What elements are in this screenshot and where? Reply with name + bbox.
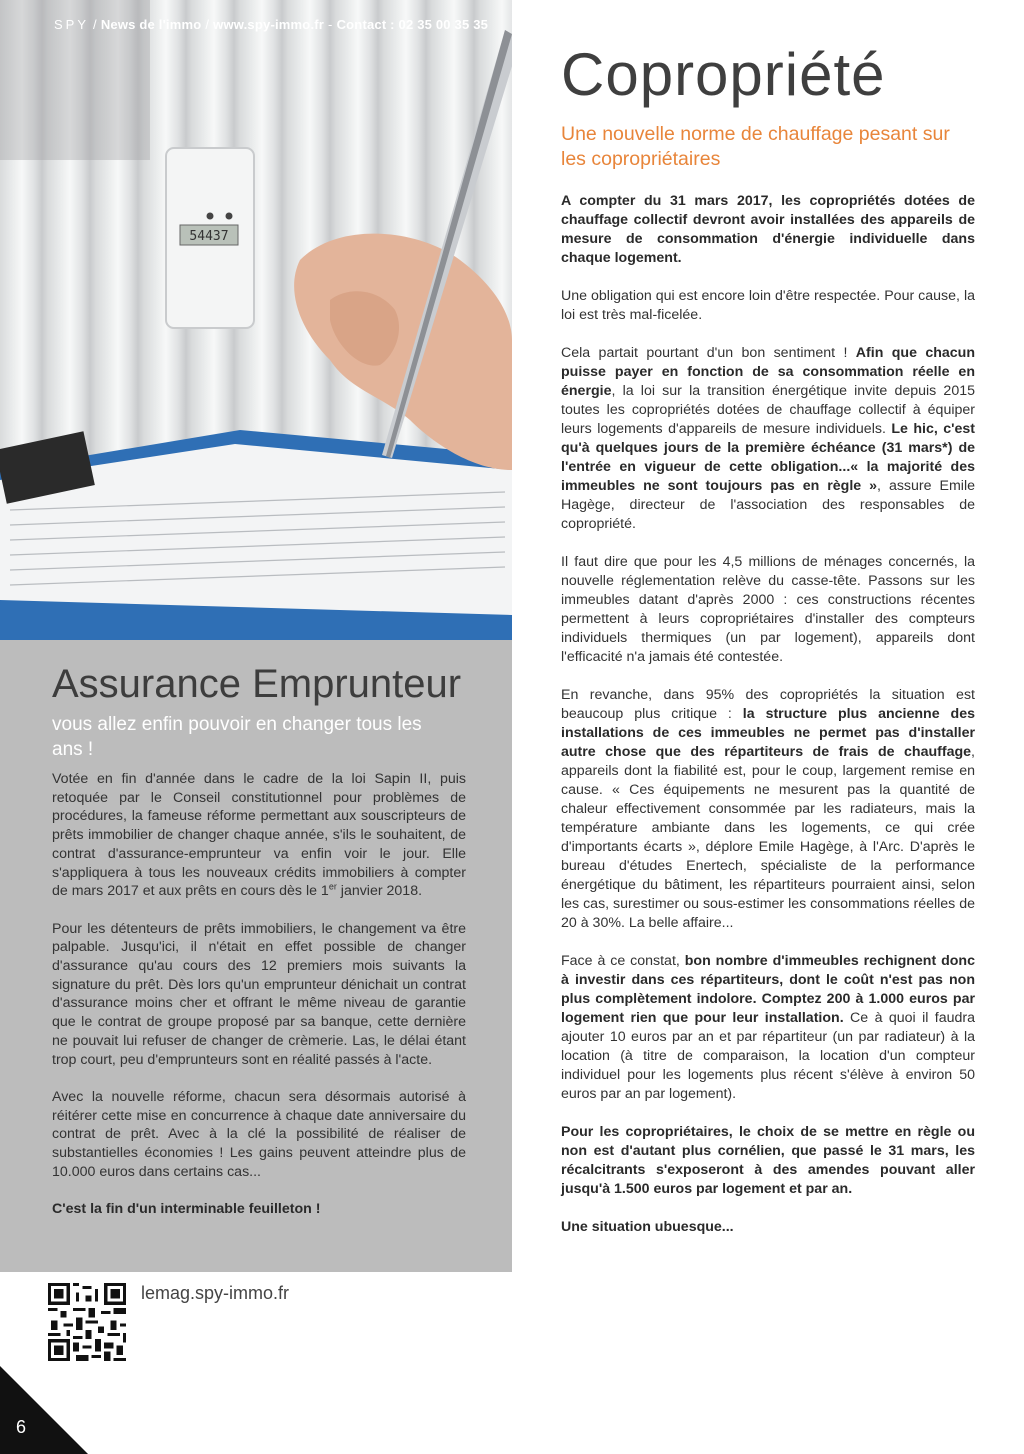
assurance-p1-end: janvier 2018. — [336, 883, 423, 900]
page-corner — [0, 1366, 88, 1454]
copro-text: Cela partait pourtant d'un bon sentiment ! — [561, 345, 856, 361]
assurance-p1-sup: er — [328, 881, 337, 892]
copro-bold-text: bon nombre d'immeubles rechignent donc à investir dans ces répartiteurs, dont le coût n'est pas non plus complètement indolore. Comptez 200 à 1.000 euros par logement rien que pour leur installation. — [561, 953, 975, 1026]
hand — [294, 234, 512, 470]
photo-illustration — [0, 0, 512, 640]
assurance-conclusion — [52, 1200, 466, 1219]
copro-body — [561, 192, 975, 1256]
assurance-paragraph: Pour les détenteurs de prêts immobiliers, le changement va être palpable. Jusqu'ici, il n'était en effet possible de changer d'assurance qu'au cours des 12 premiers mois suivants la signature du prêt. Dès lors qu'un emprunteur dénichait un contrat d'assurance moins cher et offrant le même niveau de garantie que le contrat de groupe proposé par sa banque, cette dernière ne pouvait lui refuser de changer de crèmerie. Las, le délai étant trop court, peu d'emprunteurs sont en réalité passés à l'acte. — [52, 920, 466, 1068]
copro-title: Copropriété — [561, 41, 886, 108]
qr-code-icon[interactable] — [48, 1283, 126, 1361]
copro-paragraph: Il faut dire que pour les 4,5 millions de ménages concernés, la nouvelle réglementation relève du casse-tête. Passons sur les immeubles datant d'après 2000 : ces constructions récentes permettent à leurs copropriétaires d'installer des compteurs individuels thermiques (un par logement), appareils dont l'efficacité n'a jamais été contestée. — [561, 554, 975, 665]
header-line: SPY / News de l'immo / www.spy-immo.fr - Contact : 02 35 00 35 35 — [54, 17, 489, 32]
copro-conclusion — [561, 1218, 975, 1237]
copro-paragraph — [561, 952, 975, 1104]
copro-conclusion-text: Une situation ubuesque... — [561, 1219, 734, 1235]
hero-photo — [0, 0, 512, 640]
copro-text: , appareils dont la fiabilité est, pour le coup, largement remise en cause. « Ces équipements ne mesurent pas la quantité de chaleur effectivement consommée par les radiateurs, mais la température ambiante dans les logements, ce qui crée d'importants écarts », déplore Emile Hagège, à l'Arc. D'après le bureau d'études Enertech, spécialiste de la performance énergétique du bâtiment, les répartiteurs pourraient ainsi, selon les cas, surestimer ou sous-estimer les consommations réelles de 20 à 30%. La belle affaire... — [561, 744, 975, 931]
assurance-paragraph: Avec la nouvelle réforme, chacun sera désormais autorisé à réitérer cette mise en concurrence à chaque date anniversaire du contrat de prêt. Avec à la clé la possibilité de réaliser de substantielles économies ! Les gains peuvent atteindre plus de 10.000 euros dans certains cas... — [52, 1088, 466, 1180]
copro-subtitle: Une nouvelle norme de chauffage pesant sur les copropriétaires — [561, 123, 950, 170]
copro-paragraph — [561, 1123, 975, 1199]
meter-display: 54437 — [189, 229, 229, 244]
brand-logo: SPY — [54, 17, 90, 32]
copro-bold-text: Le hic, c'est qu'à quelques jours de la première échéance (31 mars*) de l'entrée en vigueur de cette obligation...« la majorité des immeubles ne sont toujours pas en règle » — [561, 421, 976, 494]
page-number: 6 — [16, 1417, 27, 1437]
copro-paragraph — [561, 686, 975, 933]
copro-paragraph — [561, 344, 975, 534]
copro-text: , la loi sur la transition énergétique invite depuis 2015 toutes les copropriétés dotées de chauffage collectif à équiper leurs logements d'appareils de mesure individuels. — [561, 383, 975, 437]
assurance-section — [0, 640, 512, 1272]
copro-text: , assure Emile Hagège, directeur de l'association des responsables de copropriété. — [561, 478, 975, 532]
copro-text: Face à ce constat, — [561, 953, 685, 969]
assurance-paragraph — [52, 770, 466, 901]
assurance-p1-text: Votée en fin d'année dans le cadre de la loi Sapin II, puis retoquée par le Conseil constitutionnel pour problèmes de procédures, la fameuse réforme permettant aux souscripteurs de prêts immobilier de changer chaque année, s'ils le souhaitent, de contrat d'assurance-emprunteur va enfin voir le jour. Elle s'appliquera à tous les nouveaux crédits immobiliers à compter de mars 2017 et aux prêts en cours dès le 1 — [52, 771, 466, 900]
copro-bold-text: Pour les copropriétaires, le choix de se mettre en règle ou non est d'autant plus cornélien, que passé le 31 mars, les récalcitrants s'exposeront à des amendes pouvant aller jusqu'à 1.500 euros par logement et par an. — [561, 1124, 975, 1197]
assurance-subtitle: vous allez enfin pouvoir en changer tous les ans ! — [52, 714, 422, 760]
copro-text: Ce à quoi il faudra ajouter 10 euros par an et par répartiteur (un par radiateur) à la location (à titre de comparaison, la location d'un compteur individuel pour les logements plus récent s'élève à environ 50 euros par an par logement). — [561, 1010, 975, 1102]
header-news: News de l'immo — [100, 17, 202, 32]
copro-lead-text: A compter du 31 mars 2017, les copropriétés dotées de chauffage collectif devront avoir installées des appareils de mesure de consommation d'énergie individuelle dans chaque logement. — [561, 193, 975, 266]
assurance-title: Assurance Emprunteur — [52, 662, 462, 706]
header-site-link[interactable]: www.spy-immo.fr — [213, 17, 325, 32]
copro-lead — [561, 192, 975, 268]
copro-text: En revanche, dans 95% des copropriétés la situation est beaucoup plus critique : — [561, 687, 975, 722]
header-contact: Contact : 02 35 00 35 35 — [336, 17, 489, 32]
assurance-body — [52, 770, 466, 1238]
copro-bold-text: Afin que chacun puisse payer en fonction de sa consommation réelle en énergie — [561, 345, 975, 399]
copro-paragraph: Une obligation qui est encore loin d'être respectée. Pour cause, la loi est très mal-ficelée. — [561, 288, 975, 323]
magazine-url-link[interactable]: lemag.spy-immo.fr — [141, 1283, 290, 1303]
assurance-conclusion-text: C'est la fin d'un interminable feuilleton ! — [52, 1201, 321, 1218]
copro-bold-text: la structure plus ancienne des installations de ces immeubles ne permet pas d'installer autre chose que des répartiteurs de frais de chauffage — [561, 706, 975, 760]
